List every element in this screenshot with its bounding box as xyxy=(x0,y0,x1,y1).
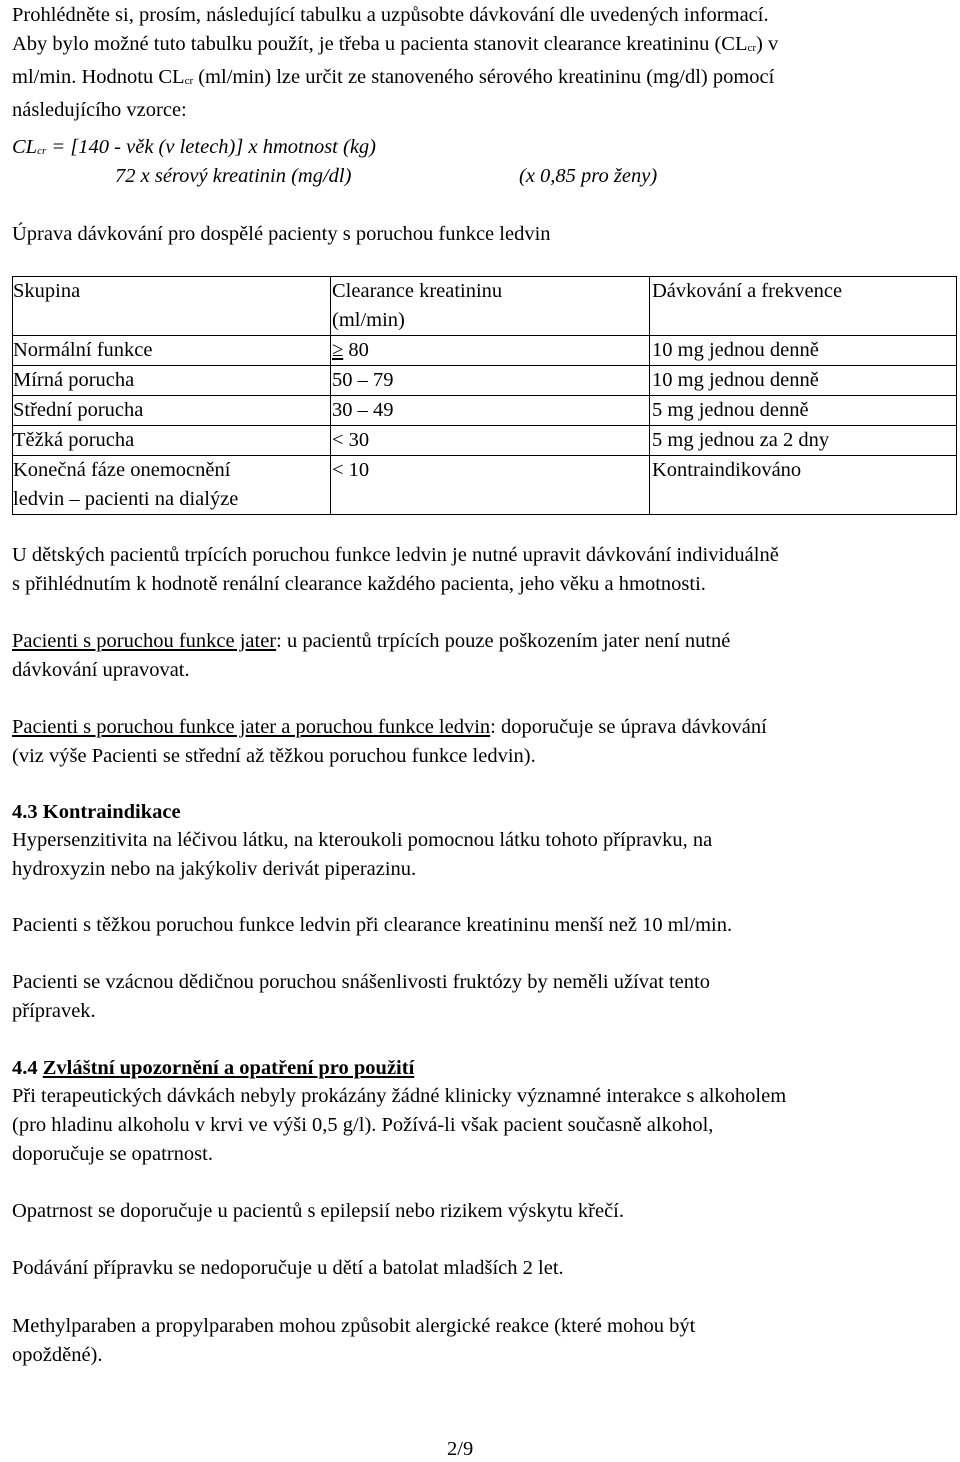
cell-clearance: 50 – 79 xyxy=(331,366,650,396)
intro-line-2: Aby bylo možné tuto tabulku použít, je třeba u pacienta stanovit clearance kreatininu $(CL_{cr})$ v xyxy=(12,33,779,55)
header-clearance: Clearance kreatininu (ml/min) xyxy=(331,277,650,336)
children-paragraph: U dětských pacientů trpících poruchou funkce ledvin je nutné upravit dávkování individuálně s přihlédnutím k hodnotě renální clearance každého pacienta, jeho věku a hmotnosti. xyxy=(12,544,779,595)
formula-denominator: 72 x sérový kreatinin (mg/dl) xyxy=(115,165,352,187)
page-number: 2/9 xyxy=(447,1438,474,1460)
formula-numerator: $CL_{cr} = [140$ - věk (v letech)] x hmotnost (kg) xyxy=(12,136,377,158)
liver-kidney-label: Pacienti s poruchou funkce jater a poruchou funkce ledvin xyxy=(12,716,491,738)
intro-line-4: následujícího vzorce: xyxy=(12,99,187,121)
section-4-4-paragraph-4: Methylparaben a propylparaben mohou způsobit alergické reakce (které mohou být opožděné). xyxy=(12,1315,696,1366)
intro-line-1: Prohlédněte si, prosím, následující tabulku a uzpůsobte dávkování dle uvedených informací. xyxy=(12,4,769,26)
section-4-3-heading: 4.3 Kontraindikace xyxy=(12,801,181,823)
section-4-4-heading: 4.4 Zvláštní upozornění a opatření pro použití xyxy=(12,1057,415,1079)
cell-group: Mírná porucha xyxy=(13,366,331,396)
dosage-table xyxy=(12,276,957,515)
section-4-4-paragraph-3: Podávání přípravku se nedoporučuje u dětí a batolat mladších 2 let. xyxy=(12,1257,564,1279)
table-row xyxy=(13,456,957,515)
cell-clearance: ≥ 80 xyxy=(331,336,650,366)
table-row xyxy=(13,366,957,396)
header-dosage: Dávkování a frekvence xyxy=(650,277,957,336)
cell-dosage: 10 mg jednou denně xyxy=(650,366,957,396)
cell-group: Konečná fáze onemocnění ledvin – pacienti na dialýze xyxy=(13,456,331,515)
intro-line-3: ml/min. Hodnotu $CL_{cr}$ (ml/min) lze určit ze stanoveného sérového kreatininu (mg/dl) pomocí xyxy=(12,66,775,88)
cell-clearance: < 10 xyxy=(331,456,650,515)
section-4-3-paragraph-3: Pacienti se vzácnou dědičnou poruchou snášenlivosti fruktózy by neměli užívat tento přípravek. xyxy=(12,971,710,1022)
table-row xyxy=(13,396,957,426)
section-4-4-paragraph-2: Opatrnost se doporučuje u pacientů s epilepsií nebo rizikem výskytu křečí. xyxy=(12,1200,624,1222)
liver-label: Pacienti s poruchou funkce jater xyxy=(12,630,277,652)
cell-clearance: < 30 xyxy=(331,426,650,456)
cell-clearance: 30 – 49 xyxy=(331,396,650,426)
table-row xyxy=(13,426,957,456)
table-row xyxy=(13,336,957,366)
liver-kidney-paragraph: Pacienti s poruchou funkce jater a poruchou funkce ledvin: doporučuje se úprava dávkování (viz výše Pacienti se střední až těžkou poruchou funkce ledvin). xyxy=(12,716,767,767)
cell-dosage: 5 mg jednou za 2 dny xyxy=(650,426,957,456)
cell-dosage: Kontraindikováno xyxy=(650,456,957,515)
section-4-3-paragraph-1: Hypersenzitivita na léčivou látku, na kteroukoli pomocnou látku tohoto přípravku, na hydroxyzin nebo na jakýkoliv derivát piperazinu. xyxy=(12,829,713,880)
table-title: Úprava dávkování pro dospělé pacienty s poruchou funkce ledvin xyxy=(12,223,551,245)
intro-paragraph xyxy=(12,1,947,125)
header-group: Skupina xyxy=(13,277,331,336)
cell-group: Střední porucha xyxy=(13,396,331,426)
section-4-4-paragraph-1: Při terapeutických dávkách nebyly prokázány žádné klinicky významné interakce s alkoholem (pro hladinu alkoholu v krvi ve výši 0,5 g/l). Požívá-li však pacient současně alkohol, doporučuje se opatrnost. xyxy=(12,1085,787,1165)
cell-group: Normální funkce xyxy=(13,336,331,366)
table-header-row xyxy=(13,277,957,336)
cell-dosage: 5 mg jednou denně xyxy=(650,396,957,426)
formula-female-factor: (x 0,85 pro ženy) xyxy=(519,165,658,187)
cell-group: Těžká porucha xyxy=(13,426,331,456)
liver-paragraph: Pacienti s poruchou funkce jater: u pacientů trpících pouze poškozením jater není nutné dávkování upravovat. xyxy=(12,630,731,681)
cell-dosage: 10 mg jednou denně xyxy=(650,336,957,366)
section-4-3-paragraph-2: Pacienti s těžkou poruchou funkce ledvin při clearance kreatininu menší než 10 ml/min. xyxy=(12,914,733,936)
